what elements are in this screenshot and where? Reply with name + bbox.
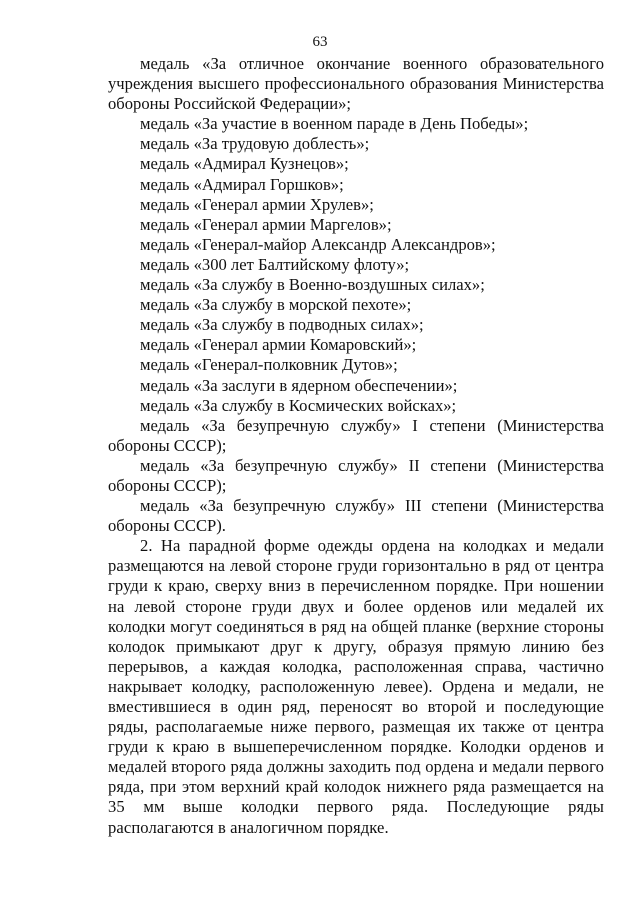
section-2-paragraph: 2. На парадной форме одежды ордена на колодках и медали размещаются на левой стороне груди горизонтально в ряд от центра груди к краю, сверху вниз в перечисленном порядке. При ношении на левой стороне груди двух и более орденов или медалей их колодки могут соединяться в ряд на общей планке (верхние стороны колодок примыкают друг к другу, образуя прямую линию без перерывов, а каждая колодка, расположенная справа, частично накрывает колодку, расположенную левее). Ордена и медали, не вместившиеся в один ряд, переносят во второй и последующие ряды, располагаемые ниже первого, размещая их также от центра груди к краю в вышеперечисленном порядке. Колодки орденов и медалей второго ряда должны заходить под ордена и медали первого ряда, при этом верхний край колодок нижнего ряда размещается на 35 мм выше колодки первого ряда. Последующие ряды располагаются в аналогичном порядке. [108,536,604,837]
list-item: медаль «За службу в Военно-воздушных силах»; [140,275,485,295]
list-item: медаль «За службу в морской пехоте»; [140,295,412,315]
page-number: 63 [312,34,328,50]
list-item: медаль «За безупречную службу» III степени (Министерства обороны СССР). [108,496,604,536]
list-item: медаль «300 лет Балтийскому флоту»; [140,254,410,274]
list-item: медаль «За участие в военном параде в День Победы»; [140,114,529,134]
list-item: медаль «За безупречную службу» II степени (Министерства обороны СССР); [108,455,604,495]
list-item: медаль «За службу в подводных силах»; [140,315,424,335]
list-item: медаль «За заслуги в ядерном обеспечении»; [140,375,458,395]
list-item: медаль «Адмирал Кузнецов»; [140,154,349,174]
list-item: медаль «Генерал-полковник Дутов»; [140,355,398,375]
list-item: медаль «Генерал-майор Александр Александров»; [140,234,496,254]
list-item: медаль «За безупречную службу» I степени (Министерства обороны СССР); [108,415,604,455]
list-item: медаль «Генерал армии Комаровский»; [140,335,417,355]
list-item: медаль «За службу в Космических войсках»; [140,395,457,415]
list-item: медаль «За трудовую доблесть»; [140,134,370,154]
list-item: медаль «Генерал армии Хрулев»; [140,194,374,214]
list-item: медаль «Адмирал Горшков»; [140,174,344,194]
document-body [108,54,604,838]
list-item: медаль «За отличное окончание военного образовательного учреждения высшего профессионального образования Министерства обороны Российской Федерации»; [108,54,604,114]
list-item: медаль «Генерал армии Маргелов»; [140,214,392,234]
